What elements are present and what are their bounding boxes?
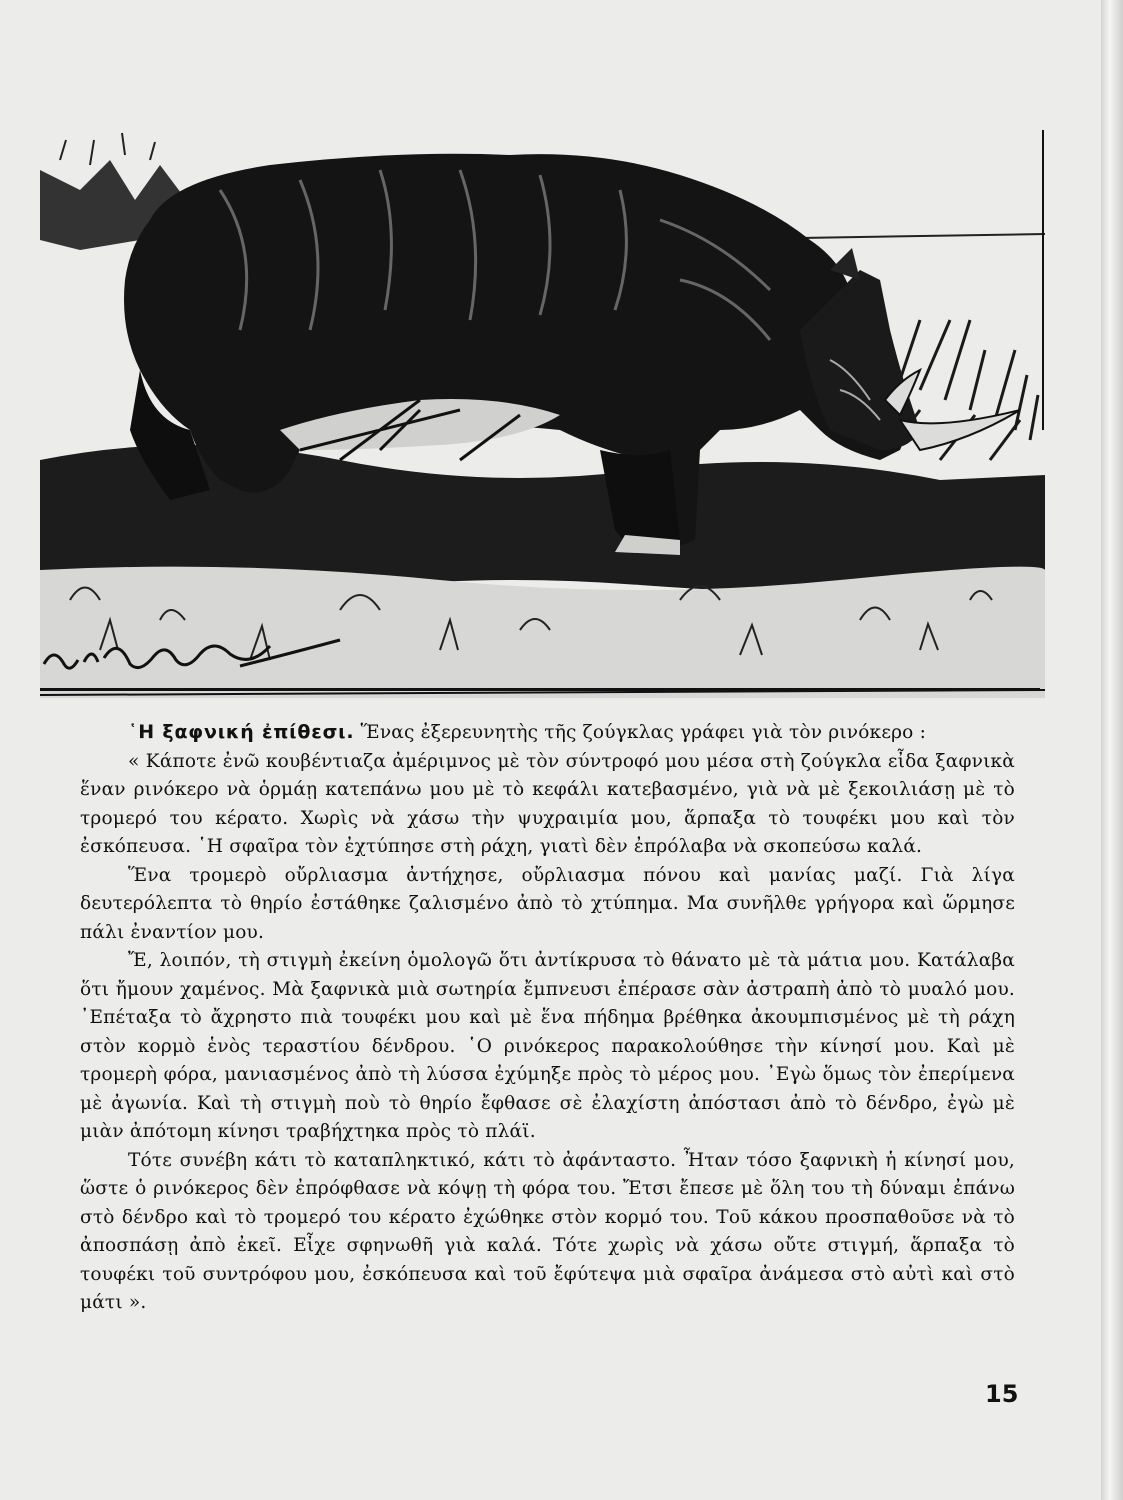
article-paragraph-1: « Κάποτε ἐνῶ κουβέντιαζα ἀμέριμνος μὲ τὸν σύντροφό μου μέσα στὴ ζούγκλα εἶδα ξαφνικὰ ἕναν ρινόκερο νὰ ὁρμάῃ κατεπάνω μου μὲ τὸ κεφάλι κατεβασμένο, γιὰ νὰ μὲ ξεκοιλιάσῃ μὲ τὸ τρομερό του κέρατο. Χωρὶς νὰ χάσω τὴν ψυχραιμία μου, ἅρπαξα τὸ τουφέκι μου καὶ τὸν ἐσκόπευσα. ῾Η σφαῖρα τὸν ἐχτύπησε στὴ ράχη, γιατὶ δὲν ἐπρόλαβα νὰ σκοπεύσω καλά. [80, 750, 1015, 857]
article-lead-title: ῾Η ξαφνική ἐπίθεσι. [128, 721, 355, 743]
article-paragraph-4: Τότε συνέβη κάτι τὸ καταπληκτικό, κάτι τὸ ἀφάνταστο. Ἦταν τόσο ξαφνικὴ ἡ κίνησί μου, ὥστε ὁ ρινόκερος δὲν ἐπρόφθασε νὰ κόψῃ τὴ φόρα του. Ἔτσι ἔπεσε μὲ ὅλη του τὴ δύναμι ἐπάνω στὸ δένδρο καὶ τὸ τρομερό του κέρατο ἐχώθηκε στὸν κορμό του. Τοῦ κάκου προσπαθοῦσε νὰ τὸ ἀποσπάσῃ ἀπὸ ἐκεῖ. Εἶχε σφηνωθῆ γιὰ καλά. Τότε χωρὶς νὰ χάσω οὔτε στιγμή, ἅρπαξα τὸ τουφέκι τοῦ συντρόφου μου, ἐσκόπευσα καὶ τοῦ ἔφύτεψα μιὰ σφαῖρα ἀνάμεσα στὸ αὐτὶ καὶ στὸ μάτι ». [80, 1149, 1015, 1313]
page-edge [1101, 0, 1123, 1500]
rhinoceros-engraving-svg [40, 130, 1045, 698]
page-number: 15 [985, 1380, 1019, 1408]
article-lead-paragraph [80, 718, 1015, 748]
article-lead-rest: Ἕνας ἐξερευνητὴς τῆς ζούγκλας γράφει γιὰ τὸν ρινόκερο : [354, 722, 927, 743]
illustration-bottom-rule [40, 688, 1040, 691]
article-paragraph-3: Ἔ, λοιπόν, τὴ στιγμὴ ἐκείνη ὁμολογῶ ὅτι ἀντίκρυσα τὸ θάνατο μὲ τὰ μάτια μου. Κατάλαβα ὅτι ἤμουν χαμένος. Μὰ ξαφνικὰ μιὰ σωτηρία ἔμπνευσι ἐπέρασε σὰν ἀστραπὴ ἀπὸ τὸ μυαλό μου. ᾿Επέταξα τὸ ἄχρηστο πιὰ τουφέκι μου καὶ μὲ ἕνα πήδημα βρέθηκα ἀκουμπισμένος μὲ τὴ ράχη στὸν κορμὸ ἑνὸς τεραστίου δένδρου. ῾Ο ρινόκερος παρακολούθησε τὴν κίνησί μου. Καὶ μὲ τρομερὴ φόρα, μανιασμένος ἀπὸ τὴ λύσσα ἐχύμηξε πρὸς τὸ μέρος μου. ᾿Εγὼ ὅμως τὸν ἐπερίμενα μὲ ἀγωνία. Καὶ τὴ στιγμὴ ποὺ τὸ θηρίο ἔφθασε σὲ ἐλαχίστη ἀπόστασι ἀπὸ τὸ δένδρο, ἐγὼ μὲ μιὰν ἀπότομη κίνησι τραβήχτηκα πρὸς τὸ πλάϊ. [80, 950, 1015, 1142]
article-text [80, 718, 1015, 1318]
signature-scribble [40, 628, 350, 676]
rhinoceros-illustration [40, 130, 1045, 698]
artist-signature [40, 628, 350, 676]
article-paragraph-2: Ἕνα τρομερὸ οὔρλιασμα ἀντήχησε, οὔρλιασμα πόνου καὶ μανίας μαζί. Γιὰ λίγα δευτερόλεπτα τὸ θηρίο ἐστάθηκε ζαλισμένο ἀπὸ τὸ χτύπημα. Μα συνῆλθε γρήγορα καὶ ὥρμησε πάλι ἐναντίον μου. [80, 864, 1015, 943]
